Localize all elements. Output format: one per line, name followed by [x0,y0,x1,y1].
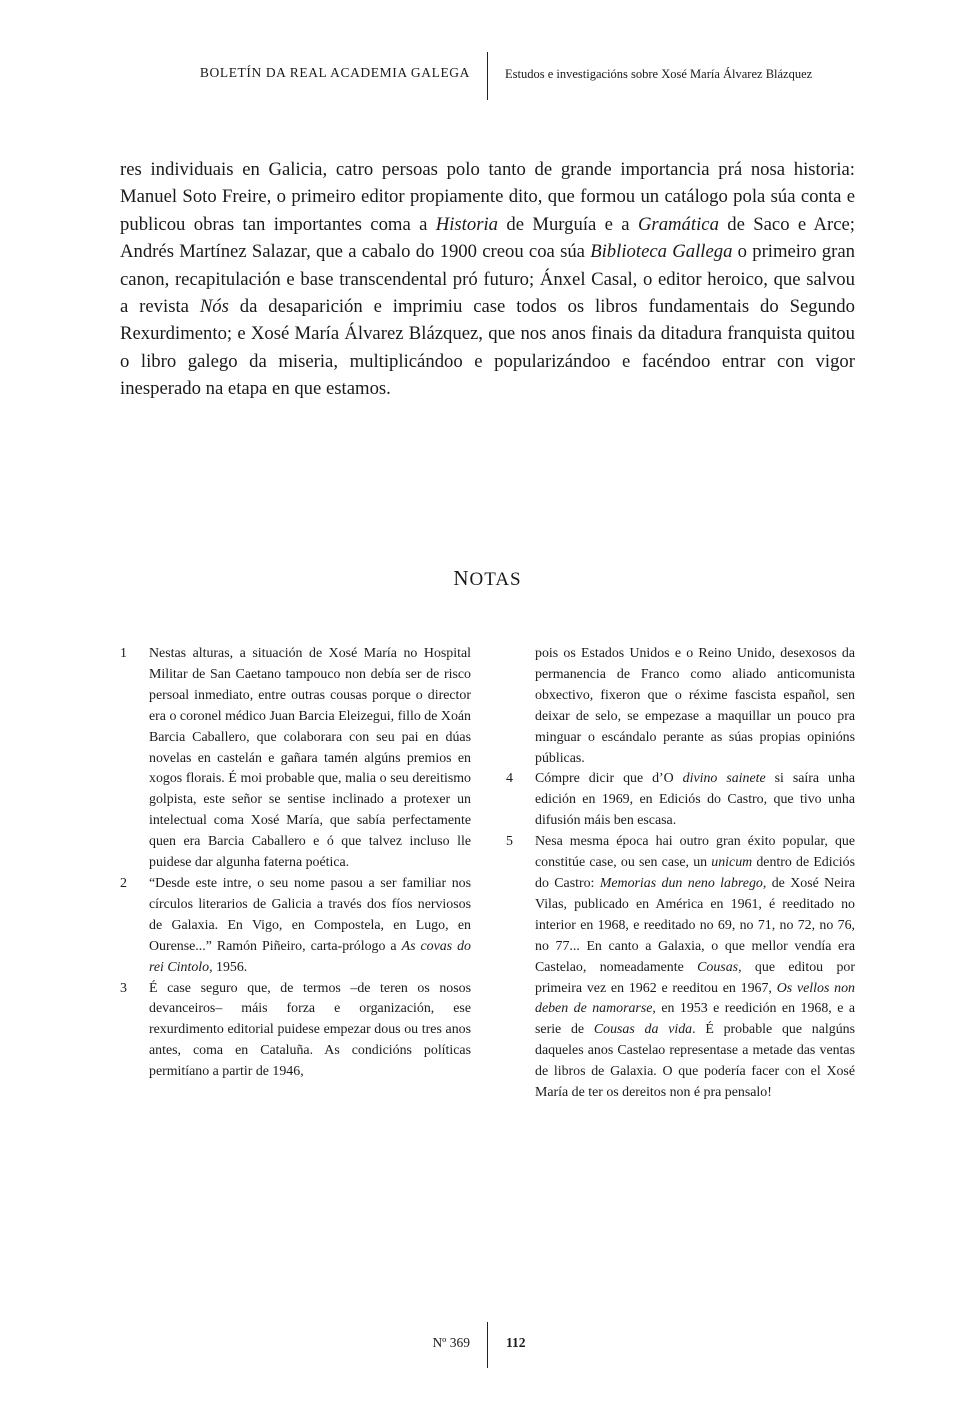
note-text: . É probable que nalgúns daqueles anos Castelao representase a metade das ventas de libros de Galaxia. O que podería facer con el Xosé María de ter os dereitos non é pra pensalo! [535,1022,855,1101]
note-3 [120,979,471,1084]
main-body-text [120,156,855,403]
notes-heading [0,566,975,591]
note-number: 5 [506,834,513,850]
italic-title: Nós [199,296,229,318]
body-span: de Saco e Arce; Andrés Martínez Salazar, que a cabalo do 1900 creou coa súa [120,213,855,263]
note-italic: Memorias dun neno labrego [599,875,763,891]
notes-column-left [120,644,471,1083]
note-text: pois os Estados Unidos e o Reino Unido, desexosos da permanencia de Franco como aliado anticomunista obxectivo, fixeron que o réxime fascista español, sen deixar de selo, se empezase a maquillar un pouco pra minguar o escándalo perante as súas propias opinións públicas. [535,646,855,766]
note-text: , 1956. [209,959,248,975]
note-text: Nestas alturas, a situación de Xosé María no Hospital Militar de San Caetano tampouco non debía ser de risco persoal inmediato, entre outras cousas porque o director era o coronel médico Juan Barcia Eleizegui, fillo de Xoán Barcia Caballero, que colaborara con seu pai en dúas novelas en castelán e gañara tamén algúns premios en xogos florais. É moi probable que, malia o seu dereitismo golpista, este señor se sentise inclinado a protexer un intelectual coma Xosé María, que sabía perfectamente quen era Barcia Caballero e ó que talvez incluso lle puidese dar algunha faterna poética. [149,646,471,871]
note-number: 2 [120,875,127,891]
note-text: , de Xosé Neira Vilas, publicado en América en 1961, é reeditado no interior en 1968, e reeditado no 69, no 71, no 72, no 76, no 77... En canto a Galaxia, o que mellor vendía era Castelao, nomeadamente [535,875,856,975]
note-3-continued [506,644,855,769]
note-italic: Cousas da vida [593,1022,693,1038]
notes-heading-rest: OTAS [469,569,522,590]
note-number: 1 [120,646,127,661]
note-italic: Cousas [697,959,739,975]
note-text: Nesa mesma época hai outro gran éxito popular, que constitúe case, ou sen case, un [535,834,855,871]
header-divider [487,52,488,100]
note-text: “Desde este intre, o seu nome pasou a ser familiar nos círculos literarios de Galicia a través dos fíos nerviosos de Galaxia. En Vigo, en Compostela, en Lugo, en Ourense...” Ramón Piñeiro, carta-prólogo a [149,875,471,954]
body-paragraph [120,156,855,403]
note-italic: As covas do rei Cintolo [149,938,471,975]
running-header [0,52,975,102]
running-footer [0,1322,975,1370]
journal-title: BOLETÍN DA REAL ACADEMIA GALEGA [199,65,470,80]
page-number: 112 [506,1335,526,1350]
italic-title: Gramática [637,213,719,235]
note-italic: unicum [711,855,753,871]
note-text: Cómpre dicir que d’O [535,771,683,787]
note-number: 4 [506,771,513,787]
body-span: de Murguía e a [498,213,638,235]
italic-title: Historia [435,213,499,235]
body-span: da desaparición e imprimiu case todos os libros fundamentais do Segundo Rexurdimento; e Xosé María Álvarez Blázquez, que nos anos finais da ditadura franquista quitou o libro galego da miseria, multiplicándoo e popularizándoo e facéndoo entrar con vigor inesperado na etapa en que estamos. [120,296,855,400]
body-span: res individuais en Galicia, catro persoas polo tanto de grande importancia prá nosa historia: Manuel Soto Freire, o primeiro editor propiamente dito, que formou un catálogo pola súa conta e publicou obras tan importantes coma a [120,159,855,235]
italic-title: Biblioteca Gallega [590,241,733,263]
issue-number: Nº 369 [432,1335,470,1350]
section-title: Estudos e investigacións sobre Xosé María Álvarez Blázquez [505,67,813,81]
note-text: , en 1953 e reedición en 1968, e a serie de [535,1001,856,1038]
note-text: dentro de Ediciós do Castro: [535,855,855,891]
note-4 [506,769,855,832]
note-text: , que editou por primeira vez en 1962 e reeditou en 1967, [535,959,855,996]
note-1 [120,644,471,874]
note-2 [120,874,471,979]
note-italic: divino sainete [682,771,766,787]
footer-divider [487,1322,488,1368]
note-number: 3 [120,980,127,996]
body-span: o primeiro gran canon, recapitulación e base transcendental pró futuro; Ánxel Casal, o editor heroico, que salvou a revista [120,241,855,318]
notes-heading-initial: N [453,566,470,590]
note-5 [506,832,855,1104]
note-italic: Os vellos non deben de namorarse [535,980,855,1017]
note-text: É case seguro que, de termos –de teren os nosos devanceiros– máis forza e organización, ese rexurdimento editorial puidese empezar dous ou tres anos antes, coma en Cataluña. As condicións políticas permitíano a partir de 1946, [149,980,471,1080]
note-text: si saíra unha edición en 1969, en Ediciós do Castro, que tivo unha difusión máis ben escasa. [535,771,855,829]
notes-column-right [506,644,855,1104]
